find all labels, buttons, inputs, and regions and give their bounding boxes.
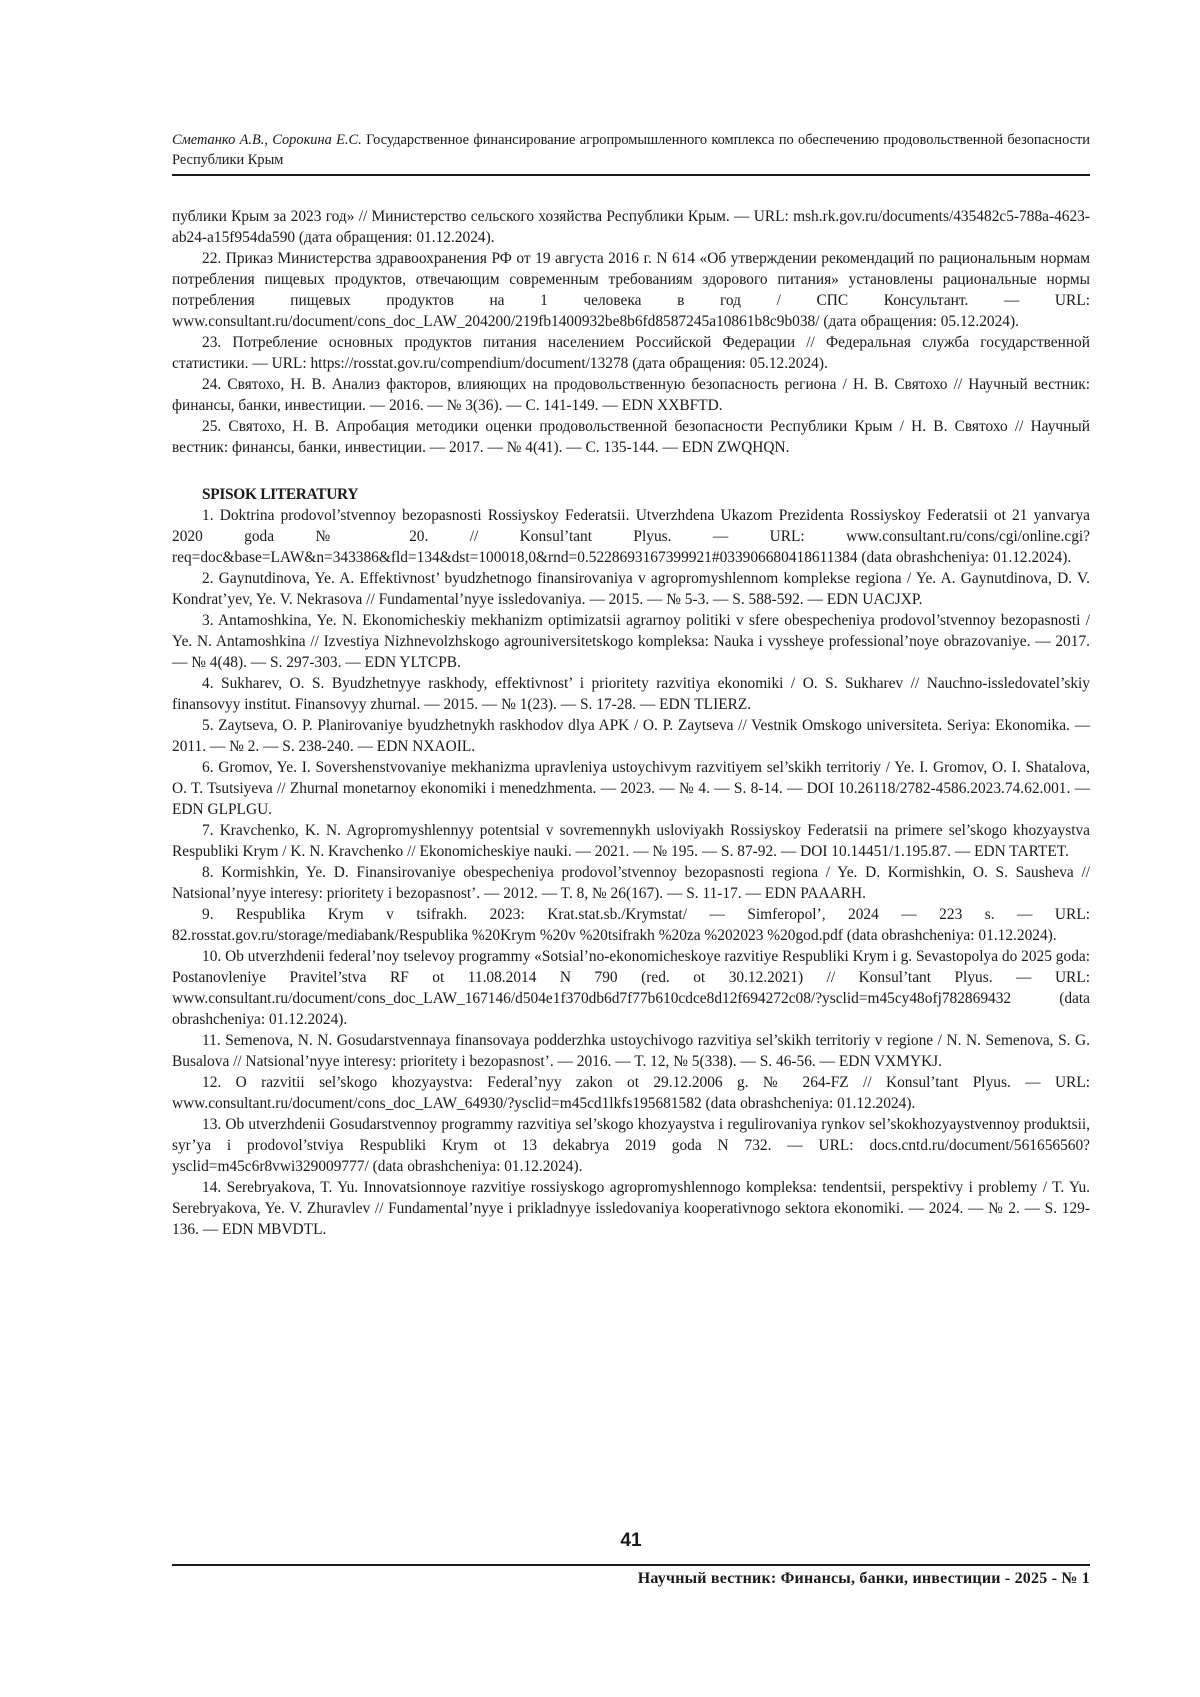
reference-item: 5. Zaytseva, O. P. Planirovaniye byudzhetnykh raskhodov dlya APK / O. P. Zaytseva // Vestnik Omskogo universiteta. Seriya: Ekonomika. — 2011. — № 2. — S. 238-240. — EDN NXAOIL. (172, 717, 1090, 755)
reference-item: 24. Святохо, Н. В. Анализ факторов, влияющих на продовольственную безопасность региона / Н. В. Святохо // Научный вестник: финансы, банки, инвестиции. — 2016. — № 3(36). — С. 141-149. — EDN XXBFTD. (172, 376, 1090, 414)
article-body (172, 206, 1090, 1240)
reference-item: 25. Святохо, Н. В. Апробация методики оценки продовольственной безопасности Республики Крым / Н. В. Святохо // Научный вестник: финансы, банки, инвестиции. — 2017. — № 4(41). — С. 135-144. — EDN ZWQHQN. (172, 418, 1090, 456)
footer-divider (172, 1564, 1090, 1566)
reference-item: 12. O razvitii sel’skogo khozyaystva: Federal’nyy zakon ot 29.12.2006 g. № 264-FZ // Konsul’tant Plyus. — URL: www.consultant.ru/document/cons_doc_LAW_64930/?ysclid=m45cd1lkfs195681582 (data obrashcheniya: 01.12.2024). (172, 1074, 1090, 1112)
running-header (172, 130, 1090, 176)
page-number: 41 (620, 1530, 642, 1551)
reference-item: 1. Doktrina prodovol’stvennoy bezopasnosti Rossiyskoy Federatsii. Utverzhdena Ukazom Prezidenta Rossiyskoy Federatsii ot 21 yanvarya 2020 goda № 20. // Konsul’tant Plyus. — URL: www.consultant.ru/cons/cgi/online.cgi?req=doc&base=LAW&n=343386&fld=134&dst=100018,0&rnd=0.5228693167399921#033906680418611384 (data obrashcheniya: 01.12.2024). (172, 507, 1090, 566)
reference-item: 14. Serebryakova, T. Yu. Innovatsionnoye razvitiye rossiyskogo agropromyshlennogo kompleksa: tendentsii, perspektivy i problemy / T. Yu. Serebryakova, Ye. V. Zhuravlev // Fundamental’nyye i prikladnyye issledovaniya kooperativnogo sektora ekonomiki. — 2024. — № 2. — S. 129-136. — EDN MBVDTL. (172, 1179, 1090, 1238)
reference-item: публики Крым за 2023 год» // Министерство сельского хозяйства Республики Крым. — URL: msh.rk.gov.ru/documents/435482c5-788a-4623-ab24-a15f954da590 (дата обращения: 01.12.2024). (172, 208, 1090, 246)
reference-item: 3. Antamoshkina, Ye. N. Ekonomicheskiy mekhanizm optimizatsii agrarnoy politiki v sfere obespecheniya prodovol’stvennoy bezopasnosti / Ye. N. Antamoshkina // Izvestiya Nizhnevolzhskogo agrouniversitetskogo kompleksa: Nauka i vyssheye professional’noye obrazovaniye. — 2017. — № 4(48). — S. 297-303. — EDN YLTCPB. (172, 612, 1090, 671)
journal-footer: Научный вестник: Финансы, банки, инвестиции - 2025 - № 1 (637, 1570, 1090, 1587)
literature-heading: SPISOK LITERATURY (202, 486, 359, 503)
reference-item: 2. Gaynutdinova, Ye. A. Effektivnost’ byudzhetnogo finansirovaniya v agropromyshlennom komplekse regiona / Ye. A. Gaynutdinova, D. V. Kondrat’yev, Ye. V. Nekrasova // Fundamental’nyye issledovaniya. — 2015. — № 5-3. — S. 588-592. — EDN UACJXP. (172, 570, 1090, 608)
header-title: Государственное финансирование агропромышленного комплекса по обеспечению продовольственной безопасности Республики Крым (172, 132, 1090, 168)
reference-item: 7. Kravchenko, K. N. Agropromyshlennyy potentsial v sovremennykh usloviyakh Rossiyskoy Federatsii na primere sel’skogo khozyaystva Respubliki Krym / K. N. Kravchenko // Ekonomicheskiye nauki. — 2021. — № 195. — S. 87-92. — DOI 10.14451/1.195.87. — EDN TARTET. (172, 822, 1090, 860)
reference-item: 22. Приказ Министерства здравоохранения РФ от 19 августа 2016 г. N 614 «Об утверждении рекомендаций по рациональным нормам потребления пищевых продуктов, отвечающим современным требованиям здорового питания» установлены рациональные нормы потребления пищевых продуктов на 1 человека в год / СПС Консультант. — URL: www.consultant.ru/document/cons_doc_LAW_204200/219fb1400932be8b6fd8587245a10861b8c9b038/ (дата обращения: 05.12.2024). (172, 250, 1090, 330)
reference-item: 11. Semenova, N. N. Gosudarstvennaya finansovaya podderzhka ustoychivogo razvitiya sel’skikh territoriy v regione / N. N. Semenova, S. G. Busalova // Natsional’nyye interesy: prioritety i bezopasnost’. — 2016. — T. 12, № 5(338). — S. 46-56. — EDN VXMYKJ. (172, 1032, 1090, 1070)
header-authors: Сметанко А.В., Сорокина Е.С. (172, 132, 362, 148)
reference-item: 13. Ob utverzhdenii Gosudarstvennoy programmy razvitiya sel’skogo khozyaystva i regulirovaniya rynkov sel’skokhozyaystvennoy produktsii, syr’ya i prodovol’stviya Respubliki Krym ot 13 dekabrya 2019 goda N 732. — URL: docs.cntd.ru/document/561656560?ysclid=m45c6r8vwi329009777/ (data obrashcheniya: 01.12.2024). (172, 1116, 1090, 1175)
reference-item: 4. Sukharev, O. S. Byudzhetnyye raskhody, effektivnost’ i prioritety razvitiya ekonomiki / O. S. Sukharev // Nauchno-issledovatel’skiy finansovyy institut. Finansovyy zhurnal. — 2015. — № 1(23). — S. 17-28. — EDN TLIERZ. (172, 675, 1090, 713)
reference-item: 23. Потребление основных продуктов питания населением Российской Федерации // Федеральная служба государственной статистики. — URL: https://rosstat.gov.ru/compendium/document/13278 (дата обращения: 05.12.2024). (172, 334, 1090, 372)
reference-item: 10. Ob utverzhdenii federal’noy tselevoy programmy «Sotsial’no-ekonomicheskoye razvitiye Respubliki Krym i g. Sevastopolya do 2025 goda: Postanovleniye Pravitel’stva RF ot 11.08.2014 N 790 (red. ot 30.12.2021) // Konsul’tant Plyus. — URL: www.consultant.ru/document/cons_doc_LAW_167146/d504e1f370db6d7f77b610cdce8d12f694272c08/?ysclid=m45cy48ofj782869432 (data obrashcheniya: 01.12.2024). (172, 948, 1090, 1028)
journal-page (172, 130, 1090, 1660)
reference-item: 9. Respublika Krym v tsifrakh. 2023: Krat.stat.sb./Krymstat/ — Simferopol’, 2024 — 223 s. — URL: 82.rosstat.gov.ru/storage/mediabank/Respublika %20Krym %20v %20tsifrakh %20za %202023 %20god.pdf (data obrashcheniya: 01.12.2024). (172, 906, 1090, 944)
reference-item: 6. Gromov, Ye. I. Sovershenstvovaniye mekhanizma upravleniya ustoychivym razvitiyem sel’skikh territoriy / Ye. I. Gromov, O. I. Shatalova, O. T. Tsutsiyeva // Zhurnal monetarnoy ekonomiki i menedzhmenta. — 2023. — № 4. — S. 8-14. — DOI 10.26118/2782-4586.2023.74.62.001. — EDN GLPLGU. (172, 759, 1090, 818)
reference-item: 8. Kormishkin, Ye. D. Finansirovaniye obespecheniya prodovol’stvennoy bezopasnosti regiona / Ye. D. Kormishkin, O. S. Sausheva // Natsional’nyye interesy: prioritety i bezopasnost’. — 2012. — T. 8, № 26(167). — S. 11-17. — EDN PAAARH. (172, 864, 1090, 902)
